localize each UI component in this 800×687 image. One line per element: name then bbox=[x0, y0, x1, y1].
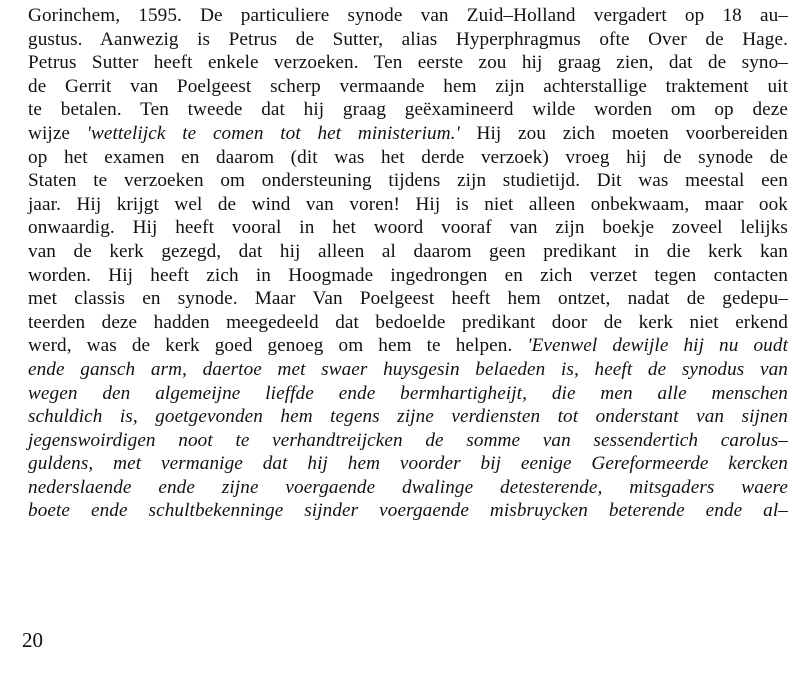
body-text bbox=[28, 4, 788, 523]
text-line bbox=[28, 4, 788, 28]
italic-quote-segment: 'Evenwel dewijle hij nu oudt bbox=[527, 335, 788, 357]
text-line bbox=[28, 98, 788, 122]
text-segment: Petrus Sutter heeft enkele verzoeken. Ten eerste zou hij graag zien, dat de syno– bbox=[28, 52, 788, 74]
text-segment: gustus. Aanwezig is Petrus de Sutter, alias Hyperphragmus ofte Over de Hage. bbox=[28, 28, 788, 50]
text-segment: Gorinchem, 1595. De particuliere synode van Zuid–Holland vergadert op 18 au– bbox=[28, 5, 788, 26]
italic-text-line bbox=[28, 382, 788, 406]
italic-text-line bbox=[28, 476, 788, 500]
text-line bbox=[28, 334, 788, 358]
italic-quote-segment: 'wettelijck te comen tot het ministerium.' bbox=[86, 122, 460, 144]
text-segment: te betalen. Ten tweede dat hij graag geëxamineerd wilde worden om op deze bbox=[28, 99, 788, 121]
text-line bbox=[28, 240, 788, 264]
italic-text-line bbox=[28, 405, 788, 429]
text-segment: op het examen en daarom (dit was het derde verzoek) vroeg hij de synode de bbox=[28, 146, 788, 168]
text-segment: onwaardig. Hij heeft vooral in het woord vooraf van zijn boekje zoveel lelijks bbox=[28, 217, 788, 239]
italic-text-line bbox=[28, 499, 788, 523]
italic-quote-segment: wegen den algemeijne lieffde ende bermhartigheijt, die men alle menschen bbox=[28, 382, 788, 404]
text-line bbox=[28, 264, 788, 288]
text-segment: de Gerrit van Poelgeest scherp vermaande hem zijn achterstallige traktement uit bbox=[28, 75, 788, 97]
text-line bbox=[28, 287, 788, 311]
italic-quote-segment: jegenswoirdigen noot te verhandtreijcken de somme van sessendertich carolus– bbox=[28, 429, 788, 451]
text-segment: Hij zou zich moeten voorbereiden bbox=[459, 122, 788, 144]
text-line bbox=[28, 169, 788, 193]
italic-text-line bbox=[28, 452, 788, 476]
italic-quote-segment: schuldich is, goetgevonden hem tegens zijne verdiensten tot onderstant van sijnen bbox=[28, 406, 788, 428]
text-segment: met classis en synode. Maar Van Poelgeest heeft hem ontzet, nadat de gedepu– bbox=[28, 288, 788, 310]
italic-text-line bbox=[28, 429, 788, 453]
italic-quote-segment: boete ende schultbekenninge sijnder voergaende misbruycken beterende ende al– bbox=[28, 500, 788, 522]
text-line bbox=[28, 75, 788, 99]
text-line bbox=[28, 122, 788, 146]
page-number: 20 bbox=[22, 628, 43, 652]
italic-text-line bbox=[28, 358, 788, 382]
text-segment: Staten te verzoeken om ondersteuning tijdens zijn studietijd. Dit was meestal een bbox=[28, 170, 788, 192]
italic-quote-segment: guldens, met vermanige dat hij hem voorder bij eenige Gereformeerde kercken bbox=[28, 453, 788, 475]
text-line bbox=[28, 193, 788, 217]
italic-quote-segment: ende gansch arm, daertoe met swaer huysgesin belaeden is, heeft de synodus van bbox=[28, 358, 788, 380]
text-line bbox=[28, 51, 788, 75]
text-segment: teerden deze hadden meegedeeld dat bedoelde predikant door de kerk niet erkend bbox=[28, 311, 788, 333]
text-line bbox=[28, 216, 788, 240]
text-segment: jaar. Hij krijgt wel de wind van voren! Hij is niet alleen onbekwaam, maar ook bbox=[28, 193, 788, 215]
text-segment: worden. Hij heeft zich in Hoogmade ingedrongen en zich verzet tegen contacten bbox=[28, 264, 788, 286]
text-segment: van de kerk gezegd, dat hij alleen al daarom geen predikant in die kerk kan bbox=[28, 240, 788, 262]
text-segment: werd, was de kerk goed genoeg om hem te helpen. bbox=[28, 335, 528, 357]
text-line bbox=[28, 28, 788, 52]
text-line bbox=[28, 311, 788, 335]
text-line bbox=[28, 146, 788, 170]
italic-quote-segment: nederslaende ende zijne voergaende dwalinge detesterende, mitsgaders waere bbox=[28, 476, 788, 498]
text-segment: wijze bbox=[28, 122, 87, 144]
